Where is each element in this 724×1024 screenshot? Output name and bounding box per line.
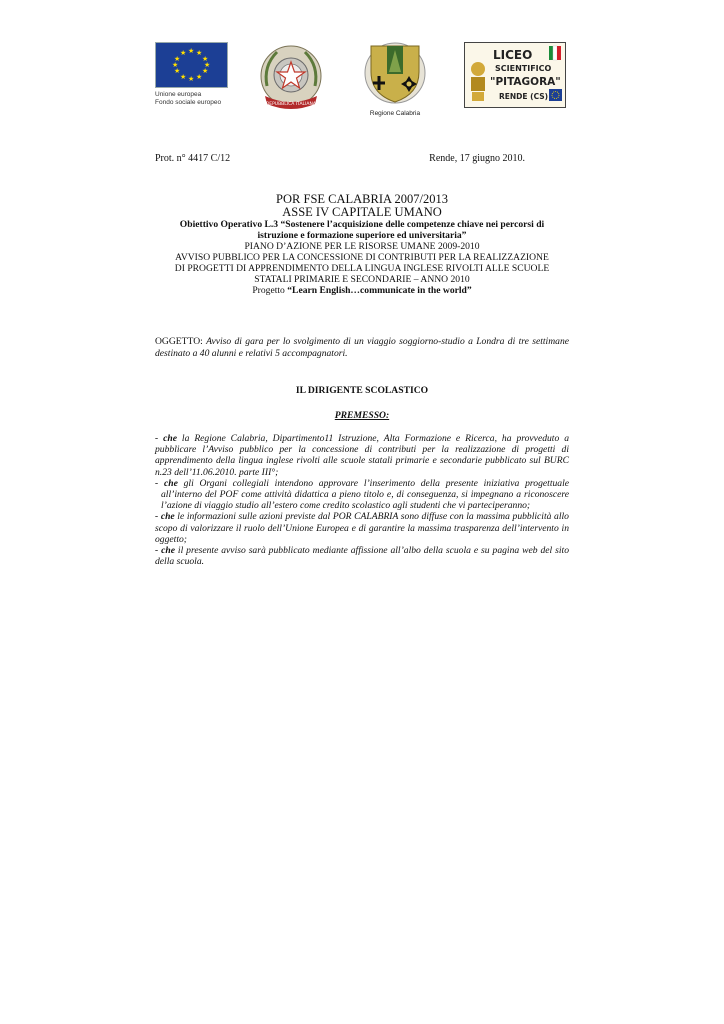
eu-caption-line1: Unione europea bbox=[155, 91, 202, 98]
item-lead: - che bbox=[155, 477, 178, 489]
eu-flag-icon: ★ ★ ★ ★ ★ ★ ★ ★ ★ ★ ★ ★ bbox=[155, 42, 228, 88]
item-text: la Regione Calabria, Dipartimento11 Istruzione, Alta Formazione e Ricerca, ha provveduto a pubblicare l’Avviso pubblico per la concessione di contributi per la realizzazione di progetti di apprendimento della lingua inglese rivolti alle scuole statali primarie e secondarie pubblicato sul BURC n.23 dell’11.06.2010. parte III°; bbox=[155, 433, 569, 478]
svg-text:"PITAGORA": "PITAGORA" bbox=[490, 76, 561, 88]
svg-text:LICEO: LICEO bbox=[493, 48, 533, 62]
public-notice-line2: DI PROGETTI DI APPRENDIMENTO DELLA LINGUA INGLESE RIVOLTI ALLE SCUOLE bbox=[174, 263, 550, 274]
project-line bbox=[150, 285, 574, 296]
logo-bar bbox=[150, 42, 570, 117]
public-notice-line1: AVVISO PUBBLICO PER LA CONCESSIONE DI CONTRIBUTI PER LA REALIZZAZIONE bbox=[175, 252, 549, 263]
premesso-heading: PREMESSO: bbox=[334, 410, 390, 421]
objective-line-cont: istruzione e formazione superiore ed universitaria” bbox=[257, 230, 467, 241]
liceo-pitagora-logo bbox=[464, 42, 566, 108]
subject-paragraph bbox=[155, 336, 569, 360]
svg-text:SCIENTIFICO: SCIENTIFICO bbox=[495, 64, 552, 73]
regione-calabria-logo bbox=[363, 42, 427, 117]
subject-text: Avviso di gara per lo svolgimento di un viaggio soggiorno-studio a Londra di tre settimane destinato a 40 alunni e relativi 5 accompagnatori. bbox=[155, 336, 569, 359]
objective-line: Obiettivo Operativo L.3 “Sostenere l’acquisizione delle competenze chiave nei percorsi di bbox=[179, 219, 545, 230]
place-date: Rende, 17 giugno 2010. bbox=[429, 153, 525, 164]
project-prefix: Progetto bbox=[252, 285, 288, 296]
axis-title: ASSE IV CAPITALE UMANO bbox=[282, 205, 442, 219]
item-lead: - che bbox=[155, 545, 175, 557]
liceo-logo-art bbox=[465, 43, 565, 107]
item-lead: - che bbox=[155, 511, 175, 523]
programme-title: POR FSE CALABRIA 2007/2013 bbox=[276, 192, 448, 206]
subject-label: OGGETTO: bbox=[155, 336, 207, 347]
list-item bbox=[155, 433, 569, 478]
public-notice-line3: STATALI PRIMARIE E SECONDARIE – ANNO 2010 bbox=[254, 274, 470, 285]
document-header bbox=[150, 193, 574, 296]
item-text: il presente avviso sarà pubblicato mediante affissione all’albo della scuola e su pagina web del sito della scuola. bbox=[155, 545, 569, 568]
eu-caption-line2: Fondo sociale europeo bbox=[155, 98, 222, 106]
list-item bbox=[155, 478, 569, 512]
calabria-caption: Regione Calabria bbox=[369, 110, 421, 117]
protocol-date-line bbox=[155, 153, 525, 164]
protocol-number: Prot. n° 4417 C/12 bbox=[155, 153, 231, 164]
svg-text:REPUBBLICA ITALIANA: REPUBBLICA ITALIANA bbox=[266, 102, 316, 107]
list-item bbox=[155, 545, 569, 567]
item-lead: - che bbox=[155, 433, 177, 444]
italian-republic-emblem bbox=[257, 42, 325, 114]
premesso-list bbox=[155, 433, 569, 567]
action-plan-line: PIANO D’AZIONE PER LE RISORSE UMANE 2009-2010 bbox=[244, 241, 480, 252]
eu-logo bbox=[155, 42, 228, 112]
dirigente-heading: IL DIRIGENTE SCOLASTICO bbox=[295, 385, 429, 396]
item-text: gli Organi collegiali intendono approvare l’inserimento della presente iniziativa progettuale all’interno del POF come attività didattica a pieno titolo e, di conseguenza, si impegnano a riconoscere l’azione di viaggio studio all’estero come credito scolastico agli studenti che vi parteciperanno; bbox=[161, 477, 569, 512]
calabria-shield-icon bbox=[363, 42, 427, 104]
item-text: le informazioni sulle azioni previste dal POR CALABRIA sono diffuse con la massima pubblicità allo scopo di valorizzare il ruolo dell’Unione Europea e di garantire la massima trasparenza dell’intervento in oggetto; bbox=[155, 511, 569, 545]
svg-text:RENDE (CS): RENDE (CS) bbox=[499, 92, 549, 101]
eu-caption bbox=[155, 91, 228, 106]
list-item bbox=[155, 511, 569, 545]
emblem-icon bbox=[257, 42, 325, 114]
project-name: “Learn English…communicate in the world” bbox=[287, 285, 472, 296]
